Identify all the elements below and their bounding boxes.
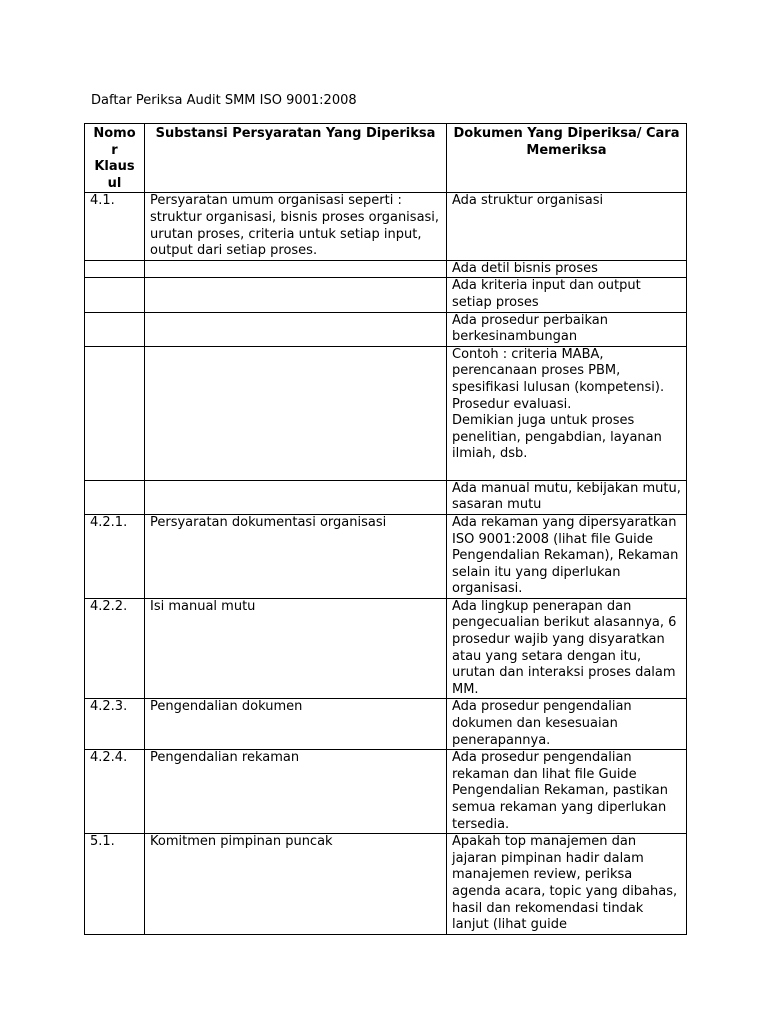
cell-klausul: 4.2.2. [85, 598, 145, 699]
cell-klausul: 4.2.3. [85, 699, 145, 750]
table-row [85, 346, 687, 480]
table-row [85, 750, 687, 834]
cell-dokumen: Contoh : criteria MABA, perencanaan proses PBM, spesifikasi lulusan (kompetensi). Prosedur evaluasi. Demikian juga untuk proses penelitian, pengabdian, layanan ilmiah, dsb. [447, 346, 687, 480]
audit-checklist-table [84, 123, 687, 935]
cell-substansi [145, 260, 447, 278]
table-row [85, 193, 687, 260]
table-row [85, 699, 687, 750]
cell-klausul [85, 260, 145, 278]
header-substansi: Substansi Persyaratan Yang Diperiksa [145, 124, 447, 193]
header-klausul: Nomo r Klaus ul [85, 124, 145, 193]
cell-substansi [145, 312, 447, 346]
table-header-row [85, 124, 687, 193]
cell-dokumen: Ada lingkup penerapan dan pengecualian berikut alasannya, 6 prosedur wajib yang disyaratkan atau yang setara dengan itu, urutan dan interaksi proses dalam MM. [447, 598, 687, 699]
cell-dokumen: Ada prosedur pengendalian dokumen dan kesesuaian penerapannya. [447, 699, 687, 750]
cell-substansi: Persyaratan dokumentasi organisasi [145, 514, 447, 598]
cell-dokumen: Ada detil bisnis proses [447, 260, 687, 278]
document-title: Daftar Periksa Audit SMM ISO 9001:2008 [91, 93, 357, 108]
cell-klausul: 4.2.4. [85, 750, 145, 834]
cell-substansi: Pengendalian rekaman [145, 750, 447, 834]
cell-substansi: Komitmen pimpinan puncak [145, 834, 447, 935]
cell-dokumen: Ada prosedur perbaikan berkesinambungan [447, 312, 687, 346]
cell-klausul: 4.1. [85, 193, 145, 260]
cell-klausul [85, 480, 145, 514]
table-row [85, 514, 687, 598]
table-row [85, 312, 687, 346]
cell-substansi [145, 278, 447, 312]
cell-klausul [85, 312, 145, 346]
cell-substansi: Persyaratan umum organisasi seperti : struktur organisasi, bisnis proses organisasi, urutan proses, criteria untuk setiap input, output dari setiap proses. [145, 193, 447, 260]
cell-substansi [145, 346, 447, 480]
table-row [85, 260, 687, 278]
cell-substansi: Isi manual mutu [145, 598, 447, 699]
cell-dokumen: Ada prosedur pengendalian rekaman dan lihat file Guide Pengendalian Rekaman, pastikan semua rekaman yang diperlukan tersedia. [447, 750, 687, 834]
table-body [85, 193, 687, 934]
cell-dokumen: Ada manual mutu, kebijakan mutu, sasaran mutu [447, 480, 687, 514]
header-dokumen: Dokumen Yang Diperiksa/ Cara Memeriksa [447, 124, 687, 193]
cell-klausul: 5.1. [85, 834, 145, 935]
table-row [85, 598, 687, 699]
cell-substansi: Pengendalian dokumen [145, 699, 447, 750]
cell-dokumen: Ada rekaman yang dipersyaratkan ISO 9001:2008 (lihat file Guide Pengendalian Rekaman), Rekaman selain itu yang diperlukan organisasi. [447, 514, 687, 598]
cell-dokumen: Ada kriteria input dan output setiap proses [447, 278, 687, 312]
cell-klausul: 4.2.1. [85, 514, 145, 598]
cell-substansi [145, 480, 447, 514]
cell-klausul [85, 278, 145, 312]
table-row [85, 480, 687, 514]
cell-dokumen: Apakah top manajemen dan jajaran pimpinan hadir dalam manajemen review, periksa agenda acara, topic yang dibahas, hasil dan rekomendasi tindak lanjut (lihat guide [447, 834, 687, 935]
cell-dokumen: Ada struktur organisasi [447, 193, 687, 260]
cell-klausul [85, 346, 145, 480]
table-row [85, 278, 687, 312]
table-row [85, 834, 687, 935]
